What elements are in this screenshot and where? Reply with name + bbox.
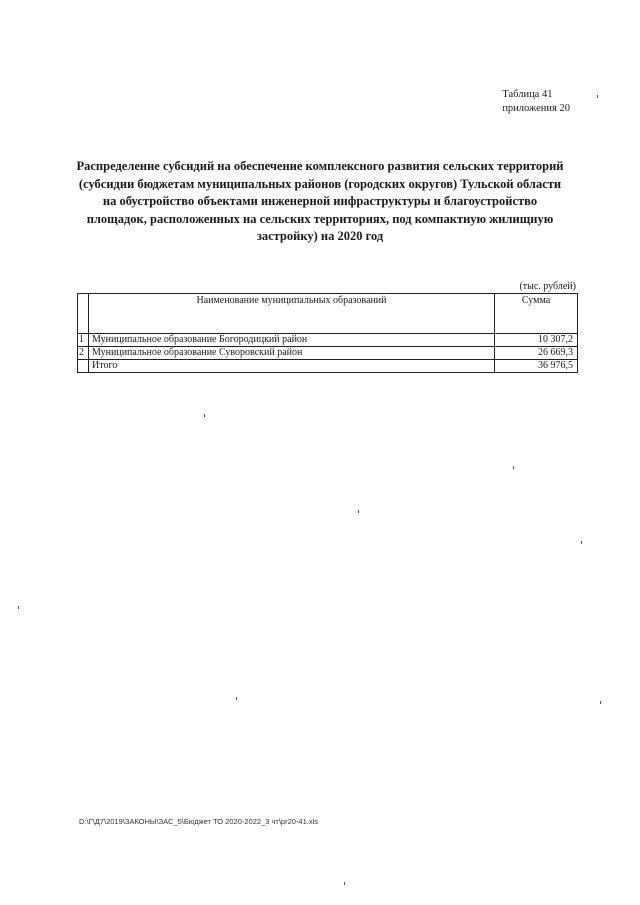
- table-row: [78, 334, 578, 347]
- table-reference: [502, 88, 570, 116]
- scan-speck: [581, 541, 582, 544]
- total-row: [78, 360, 578, 373]
- number-column-header: [78, 294, 89, 334]
- table-row: [78, 347, 578, 360]
- scan-speck: [344, 882, 345, 885]
- title-line: на обустройство объектами инженерной инфраструктуры и благоустройство: [102, 194, 538, 208]
- title-line: (субсидии бюджетам муниципальных районов (городских округов) Тульской области: [78, 176, 562, 191]
- title-line: площадок, расположенных на сельских территориях, под компактную жилищную: [86, 211, 554, 226]
- subsidy-amount: 10 307,2: [495, 334, 578, 347]
- subsidy-amount: 26 669,3: [495, 347, 578, 360]
- title-line: застройку) на 2020 год: [256, 229, 384, 243]
- title-line: Распределение субсидий на обеспечение комплексного развития сельских территорий: [76, 159, 564, 173]
- scan-speck: [513, 466, 514, 469]
- scan-speck: [204, 414, 205, 417]
- scan-speck: [600, 701, 601, 704]
- units-label: (тыс. рублей): [519, 281, 576, 292]
- total-label: Итого: [89, 360, 495, 373]
- scan-speck: [597, 95, 598, 98]
- appendix-number: приложения 20: [502, 103, 570, 114]
- sum-column-header: Сумма: [495, 294, 578, 334]
- table-number: Таблица 41: [502, 89, 553, 100]
- file-path-footer: D:\Г\Д7\2019\ЗАКОНЫ\ЗАС_5\Бюджет ТО 2020-2022_3 чт\pr20-41.xls: [79, 817, 319, 826]
- document-title: [70, 158, 570, 246]
- total-amount: 36 976,5: [495, 360, 578, 373]
- name-column-header: Наименование муниципальных образований: [89, 294, 495, 334]
- row-number: 1: [78, 334, 89, 347]
- table-header-row: [78, 294, 578, 334]
- total-number-cell: [78, 360, 89, 373]
- scan-speck: [18, 606, 19, 609]
- row-number: 2: [78, 347, 89, 360]
- scan-speck: [236, 697, 237, 700]
- distribution-table: [77, 293, 578, 373]
- municipality-name: Муниципальное образование Богородицкий район: [89, 334, 495, 347]
- municipality-name: Муниципальное образование Суворовский район: [89, 347, 495, 360]
- scan-speck: [358, 510, 359, 513]
